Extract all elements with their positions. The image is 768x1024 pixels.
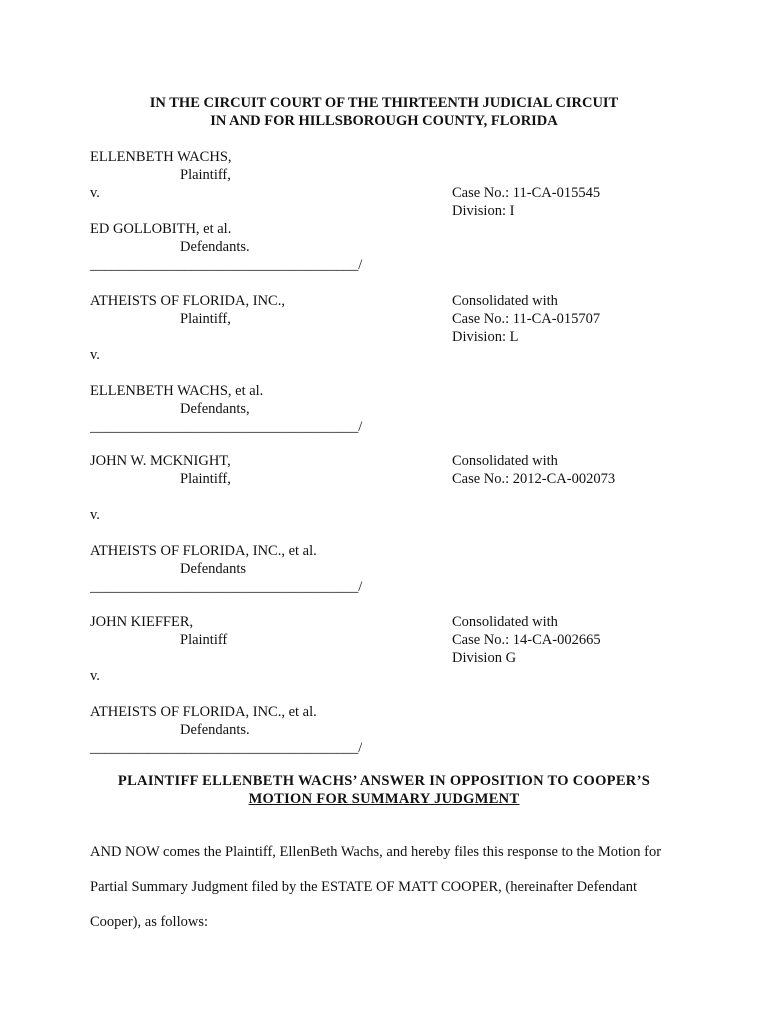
case-4-case-number: Case No.: 14-CA-002665: [452, 632, 601, 648]
case-4-division: Division G: [452, 650, 517, 666]
case-4-defendant: ATHEISTS OF FLORIDA, INC., et al.: [90, 704, 317, 720]
case-3-plaintiff-role: Plaintiff,: [180, 471, 231, 487]
case-1-separator: _____________________________________/: [90, 257, 363, 273]
case-3-versus: v.: [90, 507, 100, 523]
case-4-versus: v.: [90, 668, 100, 684]
case-2-division: Division: L: [452, 329, 519, 345]
document-title: PLAINTIFF ELLENBETH WACHS’ ANSWER IN OPPOSITION TO COOPER’S: [117, 773, 651, 789]
document-subtitle: MOTION FOR SUMMARY JUDGMENT: [248, 791, 520, 807]
body-line-2: Partial Summary Judgment filed by the ESTATE OF MATT COOPER, (hereinafter Defendant: [90, 879, 638, 895]
case-1-plaintiff: ELLENBETH WACHS,: [90, 149, 232, 165]
case-3-defendant-role: Defendants: [180, 561, 247, 577]
case-3-case-number: Case No.: 2012-CA-002073: [452, 471, 616, 487]
court-county: IN AND FOR HILLSBOROUGH COUNTY, FLORIDA: [210, 113, 558, 129]
case-3-consolidated: Consolidated with: [452, 453, 558, 469]
body-line-1: AND NOW comes the Plaintiff, EllenBeth Wachs, and hereby files this response to the Motion for: [90, 844, 662, 860]
case-4-consolidated: Consolidated with: [452, 614, 558, 630]
case-2-case-number: Case No.: 11-CA-015707: [452, 311, 601, 327]
case-1-division: Division: I: [452, 203, 515, 219]
case-1-defendant: ED GOLLOBITH, et al.: [90, 221, 232, 237]
case-2-versus: v.: [90, 347, 100, 363]
case-2-plaintiff: ATHEISTS OF FLORIDA, INC.,: [90, 293, 285, 309]
case-3-defendant: ATHEISTS OF FLORIDA, INC., et al.: [90, 543, 317, 559]
court-name: IN THE CIRCUIT COURT OF THE THIRTEENTH JUDICIAL CIRCUIT: [149, 95, 619, 111]
case-4-separator: _____________________________________/: [90, 740, 363, 756]
body-line-3: Cooper), as follows:: [90, 914, 208, 930]
case-4-defendant-role: Defendants.: [180, 722, 250, 738]
case-3-separator: _____________________________________/: [90, 579, 363, 595]
case-4-plaintiff: JOHN KIEFFER,: [90, 614, 194, 630]
case-3-plaintiff: JOHN W. MCKNIGHT,: [90, 453, 231, 469]
case-2-separator: _____________________________________/: [90, 419, 363, 435]
case-2-defendant: ELLENBETH WACHS, et al.: [90, 383, 264, 399]
case-1-case-number: Case No.: 11-CA-015545: [452, 185, 601, 201]
case-1-plaintiff-role: Plaintiff,: [180, 167, 231, 183]
case-4-plaintiff-role: Plaintiff: [180, 632, 228, 648]
case-1-versus: v.: [90, 185, 100, 201]
case-1-defendant-role: Defendants.: [180, 239, 250, 255]
court-caption: [0, 94, 768, 130]
case-2-consolidated: Consolidated with: [452, 293, 558, 309]
case-2-plaintiff-role: Plaintiff,: [180, 311, 231, 327]
case-2-defendant-role: Defendants,: [180, 401, 250, 417]
